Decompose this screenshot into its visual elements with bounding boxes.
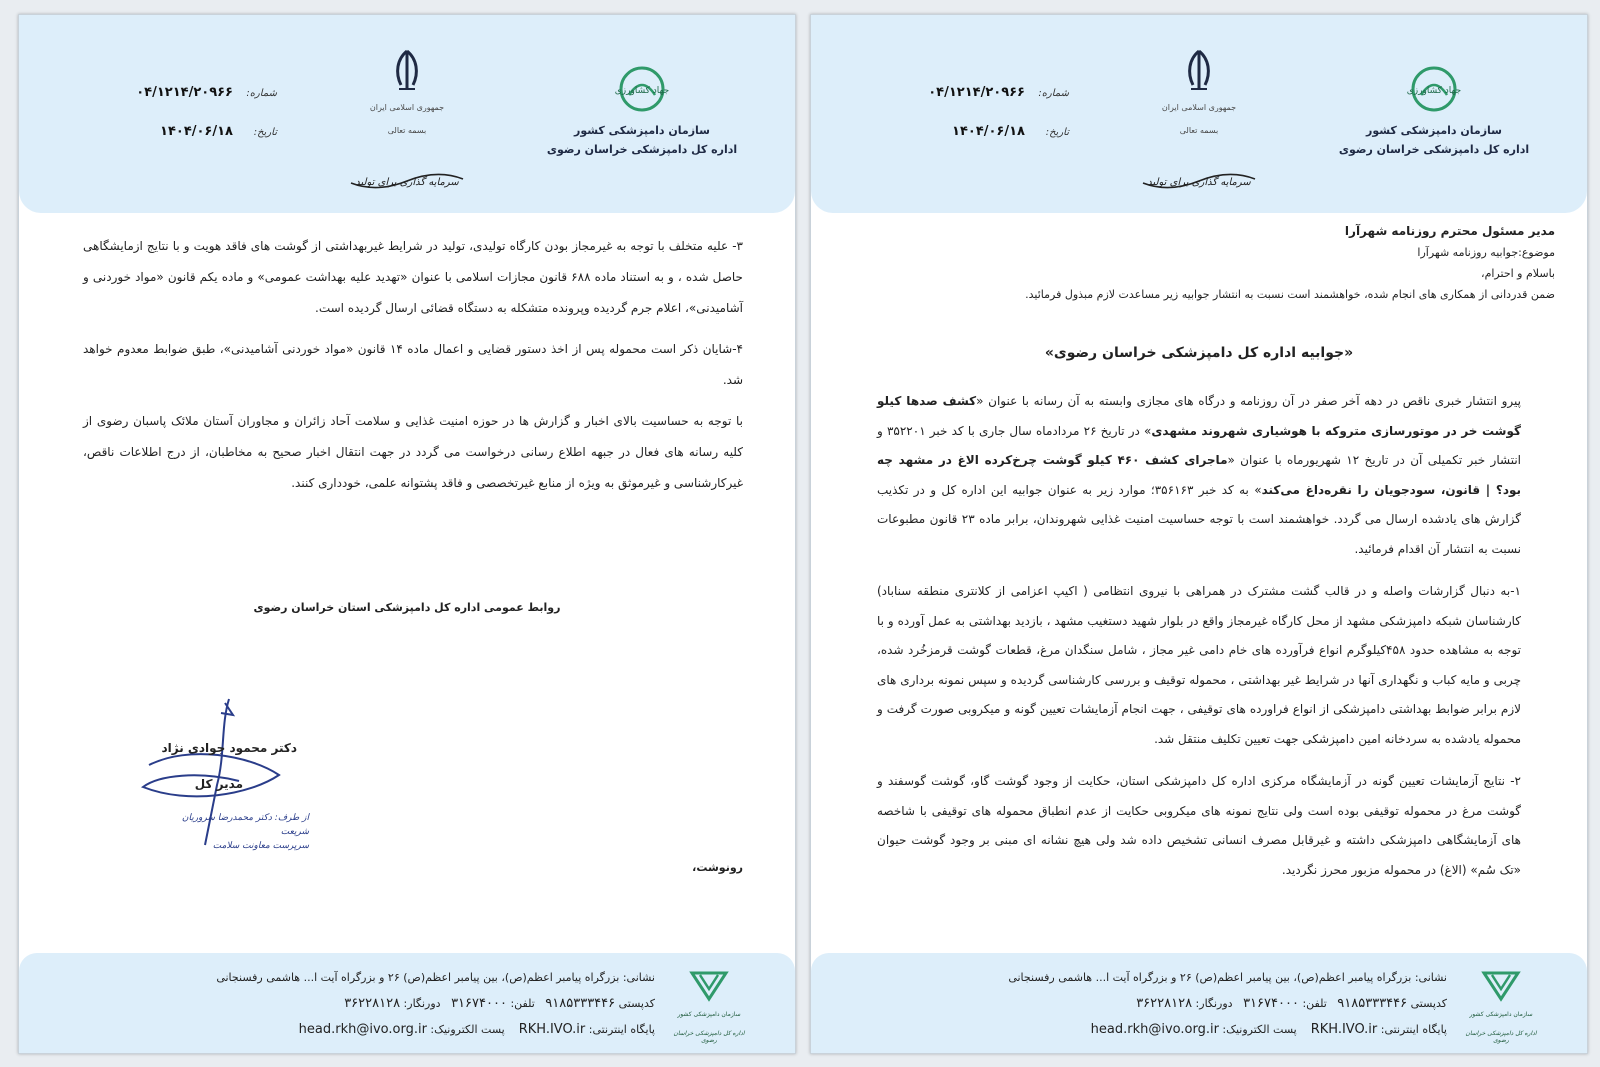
- phone-line: کدپستی ۹۱۸۵۳۳۳۴۴۶ تلفن: ۳۱۶۷۴۰۰۰ دورنگار: ۳۶۲۲۸۱۲۸: [344, 996, 655, 1011]
- vet-organization-logo-icon: [1480, 965, 1522, 1005]
- number-label: شماره:: [1038, 88, 1069, 99]
- date-value: ۱۴۰۴/۰۶/۱۸: [160, 124, 233, 139]
- jihad-agriculture-logo-icon: [1407, 65, 1461, 113]
- bismillah-text: بسمه تعالی: [387, 126, 427, 135]
- letter-body: [877, 387, 1521, 898]
- letter-meta: [869, 85, 1069, 163]
- org-name-line2: اداره کل دامپزشکی خراسان رضوی: [1338, 143, 1530, 156]
- letter-page-2: [18, 14, 796, 1054]
- number-value: ۰۴/۱۲۱۴/۲۰۹۶۶: [136, 85, 233, 100]
- letter-header: [19, 15, 795, 213]
- letter-footer: [19, 953, 795, 1053]
- emblem-caption: جمهوری اسلامی ایران: [1161, 103, 1237, 112]
- letter-page-1: [810, 14, 1588, 1054]
- slogan-text: سرمایه گذاری برای تولید: [355, 177, 459, 188]
- website-link[interactable]: RKH.IVO.ir: [518, 1022, 586, 1037]
- iran-emblem-icon: [381, 45, 433, 97]
- paragraph-intro: پیرو انتشار خبری ناقص در دهه آخر صفر در آن روزنامه و درگاه های مجازی وابسته به آن رسانه با عنوان «کشف صدها کیلو گوشت خر در موتورسازی متروکه با هوشیاری شهروند مشهدی» در تاریخ ۲۶ مردادماه سال جاری با کد خبر ۳۵۲۲۰۱ و انتشار خبر تکمیلی آن در تاریخ ۱۲ شهریورماه با عنوان «ماجرای کشف ۴۶۰ کیلو گوشت چرخ‌کرده الاغ در مشهد چه بود؟ | قانون، سودجویان را نقره‌داغ می‌کند» به کد خبر ۳۵۶۱۶۳؛ موارد زیر به عنوان جوابیه این اداره کل و در تکذیب گزارش های یادشده ارسال می گردد. خواهشمند است با توجه حساسیت امنیت غذایی شهروندان، برابر ماده ۲۳ قانون مطبوعات نسبت به انتشار آن اقدام فرمائید.: [877, 394, 1522, 556]
- date-row: [77, 124, 277, 139]
- footer-logo-caption: سازمان دامپزشکی کشور: [1469, 1011, 1533, 1018]
- bismillah-text: بسمه تعالی: [1179, 126, 1219, 135]
- letter-body-continued: [83, 231, 743, 509]
- footer-contact: [135, 965, 655, 1043]
- organization-block: [1329, 65, 1539, 159]
- footer-logo-caption2: اداره کل دامپزشکی خراسان رضوی: [673, 1030, 745, 1044]
- signer-name: دکتر محمود جوادی نژاد: [161, 741, 297, 755]
- emblem-caption: جمهوری اسلامی ایران: [369, 103, 445, 112]
- signature-note-line2: سرپرست معاونت سلامت: [212, 841, 309, 851]
- paragraph-item-4: ۴-شایان ذکر است محموله پس از اخذ دستور قضایی و اعمال ماده ۱۴ قانون «مواد خوردنی آشامیدنی»، طبق ضوابط معدوم خواهد شد.: [83, 342, 743, 387]
- number-value: ۰۴/۱۲۱۴/۲۰۹۶۶: [928, 85, 1025, 100]
- jihad-agriculture-logo-icon: [615, 65, 669, 113]
- paragraph-closing: با توجه به حساسیت بالای اخبار و گزارش ها در حوزه امنیت غذایی و سلامت آحاد زائران و مجاوران آستان ملائک پاسبان رضوی از کلیه رسانه های فعال در جبهه اطلاع رسانی درخواست می گردد در جهت انتقال اخبار صحیح به مخاطبان، از درج اطلاعات ناقص، غیرکارشناسی و غیرموثق به ویژه از منابع غیرتخصصی و فاقد پشتوانه علمی، خودداری کنند.: [83, 414, 743, 490]
- organization-block: [537, 65, 747, 159]
- date-label: تاریخ:: [253, 127, 277, 138]
- signer-role: مدیر کل: [194, 777, 243, 791]
- letter-footer: [811, 953, 1587, 1053]
- address-line: نشانی: بزرگراه پیامبر اعظم(ص)، بین پیامبر اعظم(ص) ۲۶ و بزرگراه آیت ا... هاشمی رفسنجانی: [216, 971, 655, 984]
- iran-emblem: [1151, 45, 1247, 135]
- date-value: ۱۴۰۴/۰۶/۱۸: [952, 124, 1025, 139]
- slogan-calligraphy: [347, 163, 467, 197]
- greeting-line: باسلام و احترام،: [1481, 267, 1555, 280]
- web-line: پایگاه اینترنتی: RKH.IVO.ir پست الکترونیک: head.rkh@ivo.org.ir: [298, 1022, 655, 1037]
- iran-emblem-icon: [1173, 45, 1225, 97]
- org-name-line1: سازمان دامپزشکی کشور: [574, 124, 710, 137]
- date-row: [869, 124, 1069, 139]
- org-logo-text: جهاد کشاورزی: [1407, 86, 1461, 96]
- date-label: تاریخ:: [1045, 127, 1069, 138]
- signature-note-line1: از طرف: دکتر محمدرضا سروریان شریعت: [181, 813, 309, 837]
- footer-logo-caption2: اداره کل دامپزشکی خراسان رضوی: [1465, 1030, 1537, 1044]
- signature-note: [169, 811, 309, 853]
- reply-heading: «جوابیه اداره کل دامپزشکی خراسان رضوی»: [1044, 345, 1354, 361]
- address-line: نشانی: بزرگراه پیامبر اعظم(ص)، بین پیامبر اعظم(ص) ۲۶ و بزرگراه آیت ا... هاشمی رفسنجانی: [1008, 971, 1447, 984]
- subject-line: موضوع:جوابیه روزنامه شهرآرا: [1417, 246, 1555, 259]
- public-relations-line: روابط عمومی اداره کل دامپزشکی استان خراسان رضوی: [253, 601, 561, 614]
- footer-contact: [927, 965, 1447, 1043]
- letter-meta: [77, 85, 277, 163]
- slogan-calligraphy: [1139, 163, 1259, 197]
- paragraph-item-1: ۱-به دنبال گزارشات واصله و در قالب گشت مشترک در همراهی با نیروی انتظامی ( اکیپ اعزامی از کلانتری منطقه سناباد) کارشناسان شبکه دامپزشکی مشهد از محل کارگاه غیرمجاز واقع در بلوار شهید دستغیب مشهد ، بازدید بهداشتی به عمل آورده و با توجه به مشاهده حدود ۴۵۸کیلوگرم انواع فرآورده های خام دامی غیر مجاز ، شامل سنگدان مرغ، قطعات گوشت قرمزخُرد شده، چربی و مایه کباب و نگهداری آنها در شرایط غیر بهداشتی ، محموله توقیف و بررسی کارشناسی گردیده و سپس نمونه برداری های لازم برابر ضوابط بهداشتی دامپزشکی از انواع فراورده های توقیفی ، جهت انجام آزمایشات تعیین گونه و میکروبی صورت گرفت و محموله یادشده به سردخانه امین دامپزشکی جهت تعیین تکلیف منتقل شد.: [877, 584, 1521, 746]
- email-link[interactable]: head.rkh@ivo.org.ir: [1090, 1022, 1219, 1037]
- vet-organization-logo-icon: [688, 965, 730, 1005]
- org-name-line2: اداره کل دامپزشکی خراسان رضوی: [546, 143, 738, 156]
- website-link[interactable]: RKH.IVO.ir: [1310, 1022, 1378, 1037]
- footer-logo-caption: سازمان دامپزشکی کشور: [677, 1011, 741, 1018]
- footer-logo: [669, 965, 749, 1044]
- paragraph-item-3: ۳- علیه متخلف با توجه به غیرمجاز بودن کارگاه تولیدی، تولید در شرایط غیربهداشتی از گوشت های فاقد هویت و با نتایج ازمایشگاهی حاصل شده ، و به استناد ماده ۶۸۸ قانون مجازات اسلامی با عنوان «تهدید علیه بهداشت عمومی» و ماده یکم قانون «مواد خوردنی و آشامیدنی»، اعلام جرم گردیده وپرونده متشکله به دستگاه قضائی ارسال گردیده است.: [83, 239, 743, 315]
- email-link[interactable]: head.rkh@ivo.org.ir: [298, 1022, 427, 1037]
- number-label: شماره:: [246, 88, 277, 99]
- slogan-text: سرمایه گذاری برای تولید: [1147, 177, 1251, 188]
- recipient-block: [843, 220, 1555, 305]
- number-row: [869, 85, 1069, 100]
- paragraph-item-2: ۲- نتایج آزمایشات تعیین گونه در آزمایشگاه مرکزی اداره کل دامپزشکی استان، حکایت از وجود گوشت گاو، گوشت گوسفند و گوشت مرغ در محموله توقیفی بوده است ولی نتایج نمونه های میکروبی حکایت از عدم انطباق محموله های توقیفی با شاخصه های آزمایشگاهی دامپزشکی داشته و غیرقابل مصرف انسانی تشخیص داده شد ولی هیچ نشانه ای مبنی بر وجود گوشت حیوان «تک سُم» (الاغ) در محموله مزبور محرز نگردید.: [877, 774, 1521, 877]
- copies-label: رونوشت،: [692, 861, 743, 874]
- org-logo-text: جهاد کشاورزی: [615, 86, 669, 96]
- number-row: [77, 85, 277, 100]
- letter-header: [811, 15, 1587, 213]
- iran-emblem: [359, 45, 455, 135]
- footer-logo: [1461, 965, 1541, 1044]
- web-line: پایگاه اینترنتی: RKH.IVO.ir پست الکترونیک: head.rkh@ivo.org.ir: [1090, 1022, 1447, 1037]
- recipient-title: مدیر مسئول محترم روزنامه شهرآرا: [1344, 224, 1555, 238]
- intro-line: ضمن قدردانی از همکاری های انجام شده، خواهشمند است نسبت به انتشار جوابیه زیر مساعدت لازم مبذول فرمائید.: [1025, 288, 1555, 301]
- phone-line: کدپستی ۹۱۸۵۳۳۳۴۴۶ تلفن: ۳۱۶۷۴۰۰۰ دورنگار: ۳۶۲۲۸۱۲۸: [1136, 996, 1447, 1011]
- org-name-line1: سازمان دامپزشکی کشور: [1366, 124, 1502, 137]
